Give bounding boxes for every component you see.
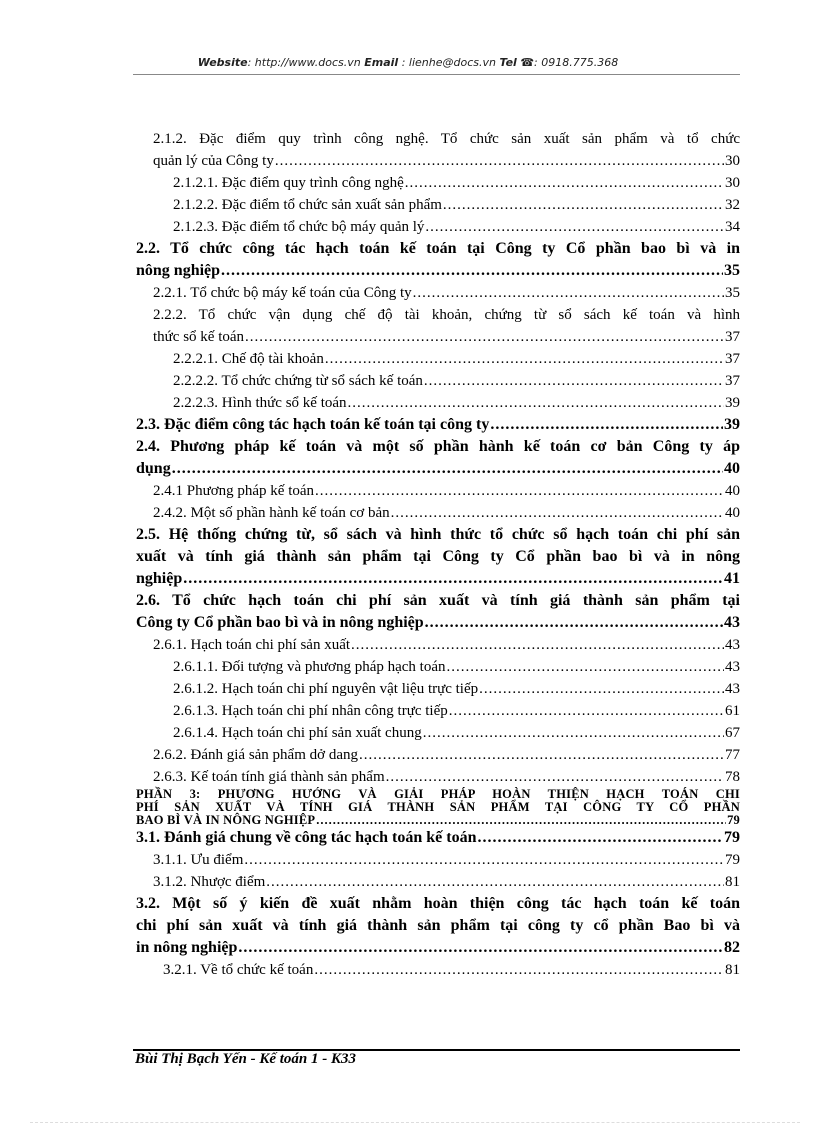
- toc-entry: [136, 348, 740, 370]
- leader-dots: [423, 722, 724, 744]
- leader-dots: [351, 634, 724, 656]
- toc-entry: [136, 722, 740, 744]
- toc-entry-title: 2.6.1. Hạch toán chi phí sản xuất: [153, 637, 351, 653]
- toc-entry: [136, 238, 740, 282]
- toc-page-number: 81: [725, 874, 740, 890]
- toc-entry: [136, 194, 740, 216]
- toc-entry-title: 2.6.1.2. Hạch toán chi phí nguyên vật liệu trực tiếp: [173, 681, 479, 697]
- toc-entry-title: 3.1.2. Nhược điểm: [153, 874, 266, 890]
- leader-dots: [348, 392, 724, 414]
- footer-author: Bùi Thị Bạch Yến - Kế toán 1 - K33: [135, 1051, 357, 1067]
- leader-dots: [172, 458, 723, 480]
- phone-icon: ☎: [520, 56, 535, 69]
- toc-entry: [136, 744, 740, 766]
- toc-entry: [136, 849, 740, 871]
- toc-entry: [136, 678, 740, 700]
- leader-dots: [275, 150, 724, 172]
- toc-page-number: 79: [727, 813, 740, 827]
- toc-entry: [136, 656, 740, 678]
- leader-dots: [266, 871, 724, 893]
- leader-dots: [315, 480, 724, 502]
- toc-page-number: 79: [725, 852, 740, 868]
- toc-entry: [136, 590, 740, 634]
- toc-entry: [136, 436, 740, 480]
- toc-page-number: 37: [725, 351, 740, 367]
- toc-entry: [136, 871, 740, 893]
- toc-entry-title: 2.2.2.2. Tổ chức chứng từ sổ sách kế toán: [173, 373, 423, 389]
- toc-entry-title: nghiệp: [136, 570, 183, 587]
- header-divider: [133, 74, 740, 75]
- toc-entry-title: 2.6.1.4. Hạch toán chi phí sản xuất chung: [173, 725, 422, 741]
- toc-page-number: 81: [725, 962, 740, 978]
- leader-dots: [183, 568, 723, 590]
- leader-dots: [405, 172, 724, 194]
- leader-dots: [477, 827, 723, 849]
- toc-page-number: 43: [724, 614, 740, 631]
- toc-entry-title: 2.3. Đặc điểm công tác hạch toán kế toán tại công ty: [136, 416, 490, 433]
- tel-label: Tel: [499, 56, 517, 69]
- toc-entry-title: 2.2.2.1. Chế độ tài khoản: [173, 351, 324, 367]
- leader-dots: [238, 937, 723, 959]
- toc-page-number: 35: [725, 285, 740, 301]
- leader-dots: [490, 414, 723, 436]
- leader-dots: [314, 959, 724, 981]
- toc-entry-title: 2.4.1 Phương pháp kế toán: [153, 483, 315, 499]
- toc-page-number: 37: [725, 373, 740, 389]
- toc-entry-title: 3.1. Đánh giá chung về công tác hạch toán kế toán: [136, 829, 477, 846]
- toc-page-number: 67: [725, 725, 740, 741]
- toc-page-number: 40: [725, 505, 740, 521]
- toc-page-number: 43: [725, 637, 740, 653]
- email-value: : lienhe@docs.vn: [398, 56, 500, 69]
- toc-page-number: 77: [725, 747, 740, 763]
- toc-entry: [136, 370, 740, 392]
- toc-entry-title: 2.1.2.2. Đặc điểm tổ chức sản xuất sản phẩm: [173, 197, 442, 213]
- toc-entry-title: quản lý của Công ty: [153, 153, 274, 169]
- website-label: Website: [197, 56, 248, 69]
- toc-entry: [136, 959, 740, 981]
- leader-dots: [391, 502, 724, 524]
- toc-entry-title: 2.2.2.3. Hình thức sổ kế toán: [173, 395, 347, 411]
- toc-entry-title: 2.6.3. Kế toán tính giá thành sản phẩm: [153, 769, 385, 785]
- toc-entry: [136, 788, 740, 827]
- toc-entry-text: 2.6. Tổ chức hạch toán chi phí sản xuất và tính giá thành sản phẩm tại: [136, 592, 740, 609]
- toc-page-number: 39: [725, 395, 740, 411]
- toc-page-number: 37: [725, 329, 740, 345]
- toc-page-number: 34: [725, 219, 740, 235]
- toc-page-number: 40: [724, 460, 740, 477]
- toc-entry-text: xuất và tính giá thành sản phẩm tại Công ty Cổ phần bao bì và in nông: [136, 548, 740, 565]
- toc-entry: [136, 304, 740, 348]
- toc-page-number: 78: [725, 769, 740, 785]
- table-of-contents: [136, 128, 740, 981]
- toc-entry-text: 2.2.2. Tổ chức vận dụng chế độ tài khoản, chứng từ sổ sách kế toán và hình: [153, 307, 740, 323]
- toc-entry: [136, 766, 740, 788]
- leader-dots: [425, 216, 724, 238]
- toc-entry: [136, 502, 740, 524]
- leader-dots: [447, 656, 725, 678]
- toc-page-number: 82: [724, 939, 740, 956]
- toc-entry: [136, 392, 740, 414]
- toc-entry-title: BAO BÌ VÀ IN NÔNG NGHIỆP: [136, 813, 316, 827]
- toc-entry-title: 2.1.2.3. Đặc điểm tổ chức bộ máy quản lý: [173, 219, 425, 235]
- toc-entry-text: PHẦN 3: PHƯƠNG HƯỚNG VÀ GIẢI PHÁP HOÀN THIỆN HẠCH TOÁN CHI: [136, 787, 740, 801]
- toc-page-number: 30: [725, 175, 740, 191]
- toc-entry: [136, 128, 740, 172]
- leader-dots: [221, 260, 723, 282]
- toc-entry: [136, 634, 740, 656]
- toc-page-number: 40: [725, 483, 740, 499]
- leader-dots: [244, 849, 724, 871]
- toc-page-number: 79: [724, 829, 740, 846]
- toc-entry-title: 2.4.2. Một số phần hành kế toán cơ bản: [153, 505, 390, 521]
- toc-page-number: 61: [725, 703, 740, 719]
- toc-page-number: 30: [725, 153, 740, 169]
- website-url: : http://www.docs.vn: [247, 56, 365, 69]
- toc-entry-text: 2.5. Hệ thống chứng từ, sổ sách và hình thức tổ chức sổ hạch toán chi phí sản: [136, 526, 740, 543]
- toc-entry-text: 3.2. Một số ý kiến đề xuất nhằm hoàn thiện công tác hạch toán kế toán: [136, 895, 740, 912]
- toc-entry-title: in nông nghiệp: [136, 939, 238, 956]
- toc-entry: [136, 282, 740, 304]
- leader-dots: [449, 700, 724, 722]
- toc-page-number: 39: [724, 416, 740, 433]
- toc-entry-text: chi phí sản xuất và tính giá thành sản phẩm tại công ty cổ phần Bao bì và: [136, 917, 740, 934]
- leader-dots: [413, 282, 724, 304]
- toc-page-number: 41: [724, 570, 740, 587]
- email-label: Email: [364, 56, 399, 69]
- leader-dots: [443, 194, 724, 216]
- toc-entry: [136, 216, 740, 238]
- leader-dots: [424, 370, 724, 392]
- toc-entry-text: 2.4. Phương pháp kế toán và một số phần hành kế toán cơ bản Công ty áp: [136, 438, 740, 455]
- leader-dots: [325, 348, 724, 370]
- toc-entry: [136, 700, 740, 722]
- toc-entry-title: nông nghiệp: [136, 262, 221, 279]
- leader-dots: [245, 326, 724, 348]
- leader-dots: [359, 744, 724, 766]
- toc-page-number: 35: [724, 262, 740, 279]
- toc-entry: [136, 414, 740, 436]
- toc-entry-text: PHÍ SẢN XUẤT VÀ TÍNH GIÁ THÀNH SẢN PHẨM TẠI CÔNG TY CỔ PHẦN: [136, 800, 740, 814]
- toc-entry: [136, 172, 740, 194]
- toc-entry-title: thức sổ kế toán: [153, 329, 245, 345]
- toc-page-number: 43: [725, 659, 740, 675]
- toc-entry-title: 2.1.2.1. Đặc điểm quy trình công nghệ: [173, 175, 404, 191]
- toc-entry: [136, 480, 740, 502]
- page-header: [0, 56, 816, 69]
- toc-entry: [136, 524, 740, 590]
- leader-dots: [425, 612, 723, 634]
- toc-page-number: 32: [725, 197, 740, 213]
- tel-value: : 0918.775.368: [534, 56, 619, 69]
- toc-entry: [136, 893, 740, 959]
- toc-entry-title: Công ty Cổ phần bao bì và in nông nghiệp: [136, 614, 424, 631]
- toc-entry-title: 2.2.1. Tổ chức bộ máy kế toán của Công ty: [153, 285, 412, 301]
- toc-entry-title: 2.6.2. Đánh giá sản phẩm dở dang: [153, 747, 358, 763]
- toc-entry-title: 2.6.1.3. Hạch toán chi phí nhân công trực tiếp: [173, 703, 448, 719]
- toc-entry-title: 3.1.1. Ưu điểm: [153, 852, 244, 868]
- leader-dots: [386, 766, 724, 788]
- toc-entry-text: 2.2. Tổ chức công tác hạch toán kế toán tại Công ty Cổ phần bao bì và in: [136, 240, 740, 257]
- toc-entry: [136, 827, 740, 849]
- leader-dots: [316, 814, 726, 827]
- toc-page-number: 43: [725, 681, 740, 697]
- toc-entry-title: 3.2.1. Về tổ chức kế toán: [163, 962, 314, 978]
- toc-entry-title: 2.6.1.1. Đối tượng và phương pháp hạch toán: [173, 659, 446, 675]
- toc-entry-title: dụng: [136, 460, 171, 477]
- leader-dots: [479, 678, 724, 700]
- toc-entry-text: 2.1.2. Đặc điểm quy trình công nghệ. Tổ chức sản xuất sản phẩm và tổ chức: [153, 131, 740, 147]
